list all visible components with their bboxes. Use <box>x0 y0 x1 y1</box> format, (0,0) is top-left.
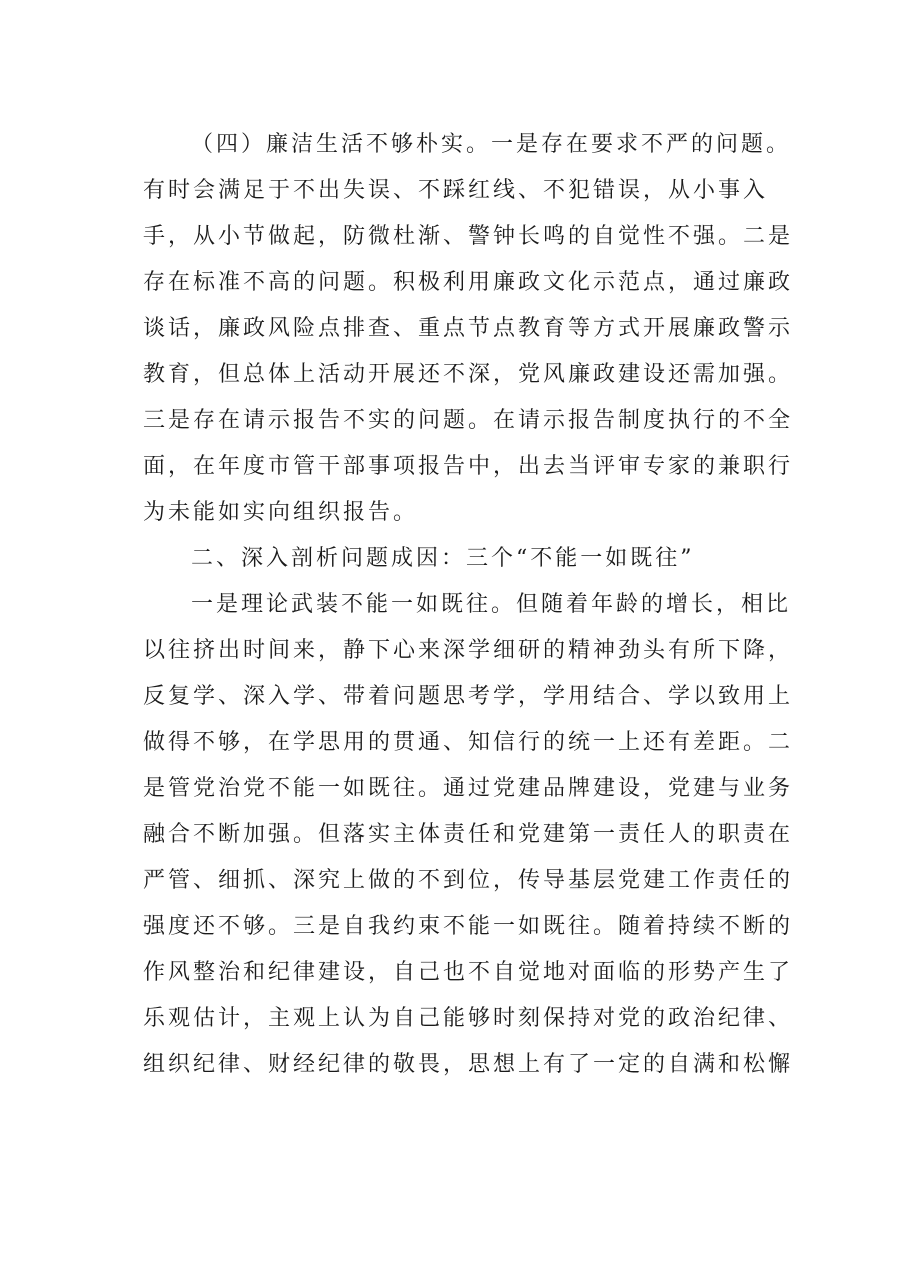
section-heading-causes: 二、深入剖析问题成因：三个“不能一如既往” <box>191 546 695 571</box>
document-body <box>143 122 793 1088</box>
paragraph-integrity-life: （四）廉洁生活不够朴实。一是存在要求不严的问题。有时会满足于不出失误、不踩红线、不犯错误，从小事入手，从小节做起，防微杜渐、警钟长鸣的自觉性不强。二是存在标准不高的问题。积极利用廉政文化示范点，通过廉政谈话，廉政风险点排查、重点节点教育等方式开展廉政警示教育，但总体上活动开展还不深，党风廉政建设还需加强。三是存在请示报告不实的问题。在请示报告制度执行的不全面，在年度市管干部事项报告中，出去当评审专家的兼职行为未能如实向组织报告。 <box>143 132 794 525</box>
paragraph-three-causes: 一是理论武装不能一如既往。但随着年龄的增长，相比以往挤出时间来，静下心来深学细研的精神劲头有所下降，反复学、深入学、带着问题思考学，学用结合、学以致用上做得不够，在学思用的贯通、知信行的统一上还有差距。二是管党治党不能一如既往。通过党建品牌建设，党建与业务融合不断加强。但落实主体责任和党建第一责任人的职责在严管、细抓、深究上做的不到位，传导基层党建工作责任的强度还不够。三是自我约束不能一如既往。随着持续不断的作风整治和纪律建设，自己也不自觉地对面临的形势产生了乐观估计，主观上认为自己能够时刻保持对党的政治纪律、组织纪律、财经纪律的敬畏，思想上有了一定的自满和松懈 <box>143 592 794 1077</box>
